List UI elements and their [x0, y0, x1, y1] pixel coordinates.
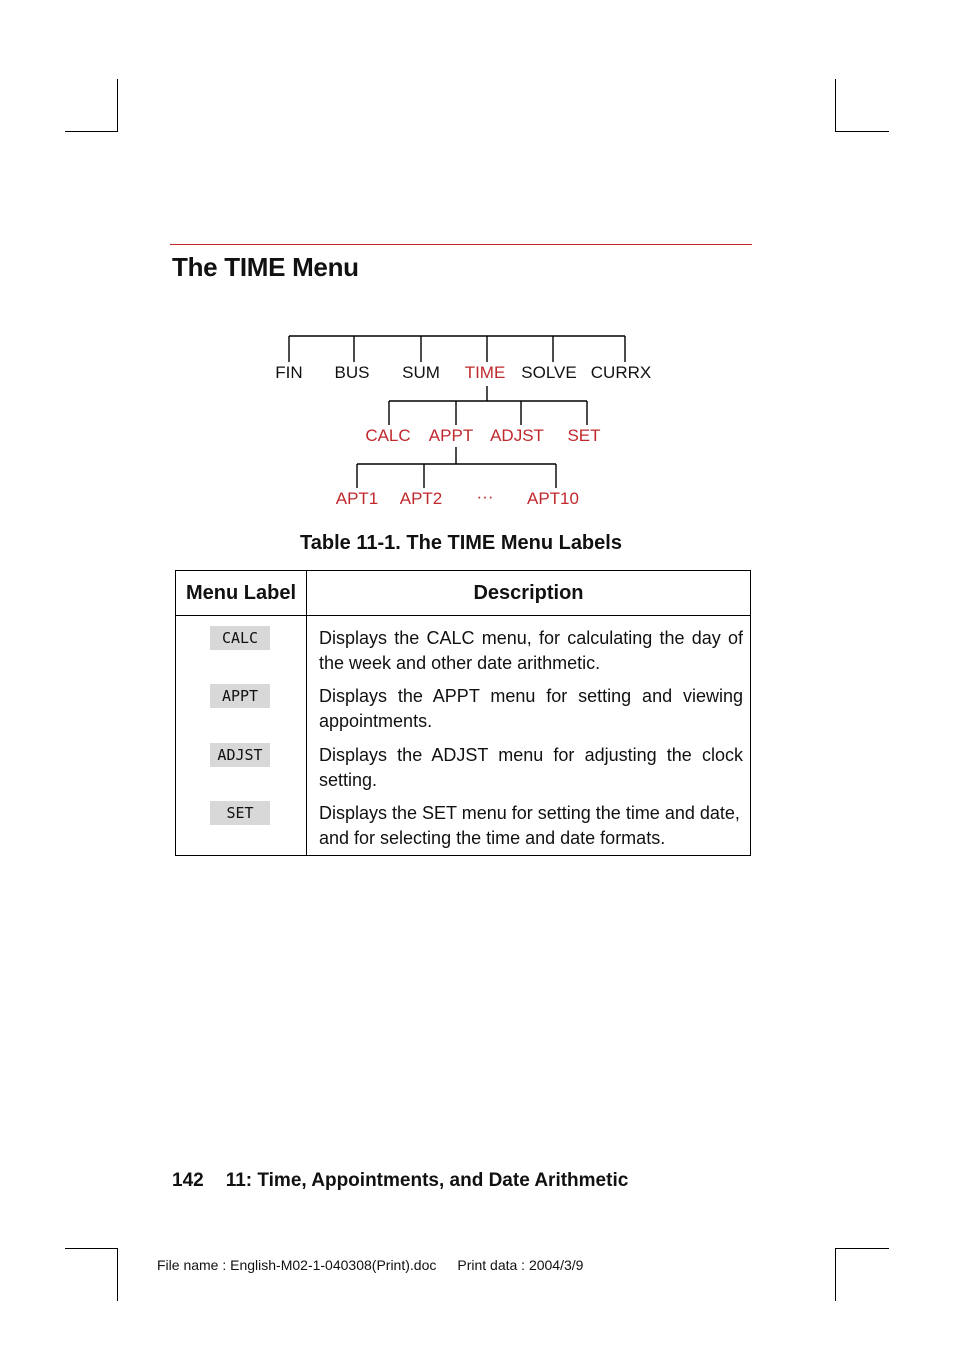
menu-label-fin: FIN	[275, 363, 303, 382]
menu-label-ellipsis: ···	[476, 487, 494, 506]
file-name: File name : English-M02-1-040308(Print).doc	[157, 1257, 437, 1273]
crop-mark-bottom-left-h	[65, 1248, 118, 1249]
column-header-description: Description	[307, 571, 751, 616]
calc-description: Displays the CALC menu, for calculating the day of the week and other date arithmetic.	[319, 628, 743, 673]
print-info	[157, 1257, 583, 1273]
menu-label-set: SET	[567, 426, 601, 445]
menu-label-solve: SOLVE	[521, 363, 577, 382]
set-description: Displays the SET menu for setting the time and date, and for selecting the time and date formats.	[319, 803, 740, 848]
menu-label-apt10: APT10	[527, 489, 579, 508]
crop-mark-bottom-right-v	[835, 1248, 836, 1301]
chapter-title: 11: Time, Appointments, and Date Arithmetic	[225, 1170, 629, 1191]
table-header-row	[176, 571, 751, 616]
menu-label-appt: APPT	[428, 426, 474, 445]
description-cell	[307, 616, 751, 856]
column-header-menu-label: Menu Label	[176, 571, 307, 616]
time-menu-table	[175, 570, 751, 856]
print-date: Print data : 2004/3/9	[457, 1257, 584, 1273]
table-row	[176, 616, 751, 856]
table-caption: Table 11-1. The TIME Menu Labels	[300, 532, 622, 554]
menu-label-time: TIME	[464, 363, 506, 382]
menu-label-adjst: ADJST	[490, 426, 544, 445]
crop-mark-bottom-right-h	[835, 1248, 889, 1249]
menu-label-apt2: APT2	[399, 489, 443, 508]
crop-mark-bottom-left-v	[117, 1248, 118, 1301]
menu-label-calc: CALC	[365, 426, 411, 445]
menu-label-currx: CURRX	[590, 363, 652, 382]
calc-key: CALC	[210, 626, 270, 650]
menu-label-sum: SUM	[402, 363, 440, 382]
menu-label-apt1: APT1	[335, 489, 379, 508]
adjst-description: Displays the ADJST menu for adjusting the clock setting.	[319, 745, 743, 790]
appt-description: Displays the APPT menu for setting and viewing appointments.	[319, 686, 743, 731]
appt-key: APPT	[210, 684, 270, 708]
page-title: The TIME Menu	[172, 252, 359, 282]
menu-label-cell	[176, 616, 307, 856]
page-footer	[172, 1170, 628, 1192]
adjst-key: ADJST	[210, 743, 270, 767]
page-number: 142	[172, 1170, 204, 1191]
set-key: SET	[210, 801, 270, 825]
menu-tree-diagram	[0, 0, 954, 520]
menu-label-bus: BUS	[334, 363, 370, 382]
